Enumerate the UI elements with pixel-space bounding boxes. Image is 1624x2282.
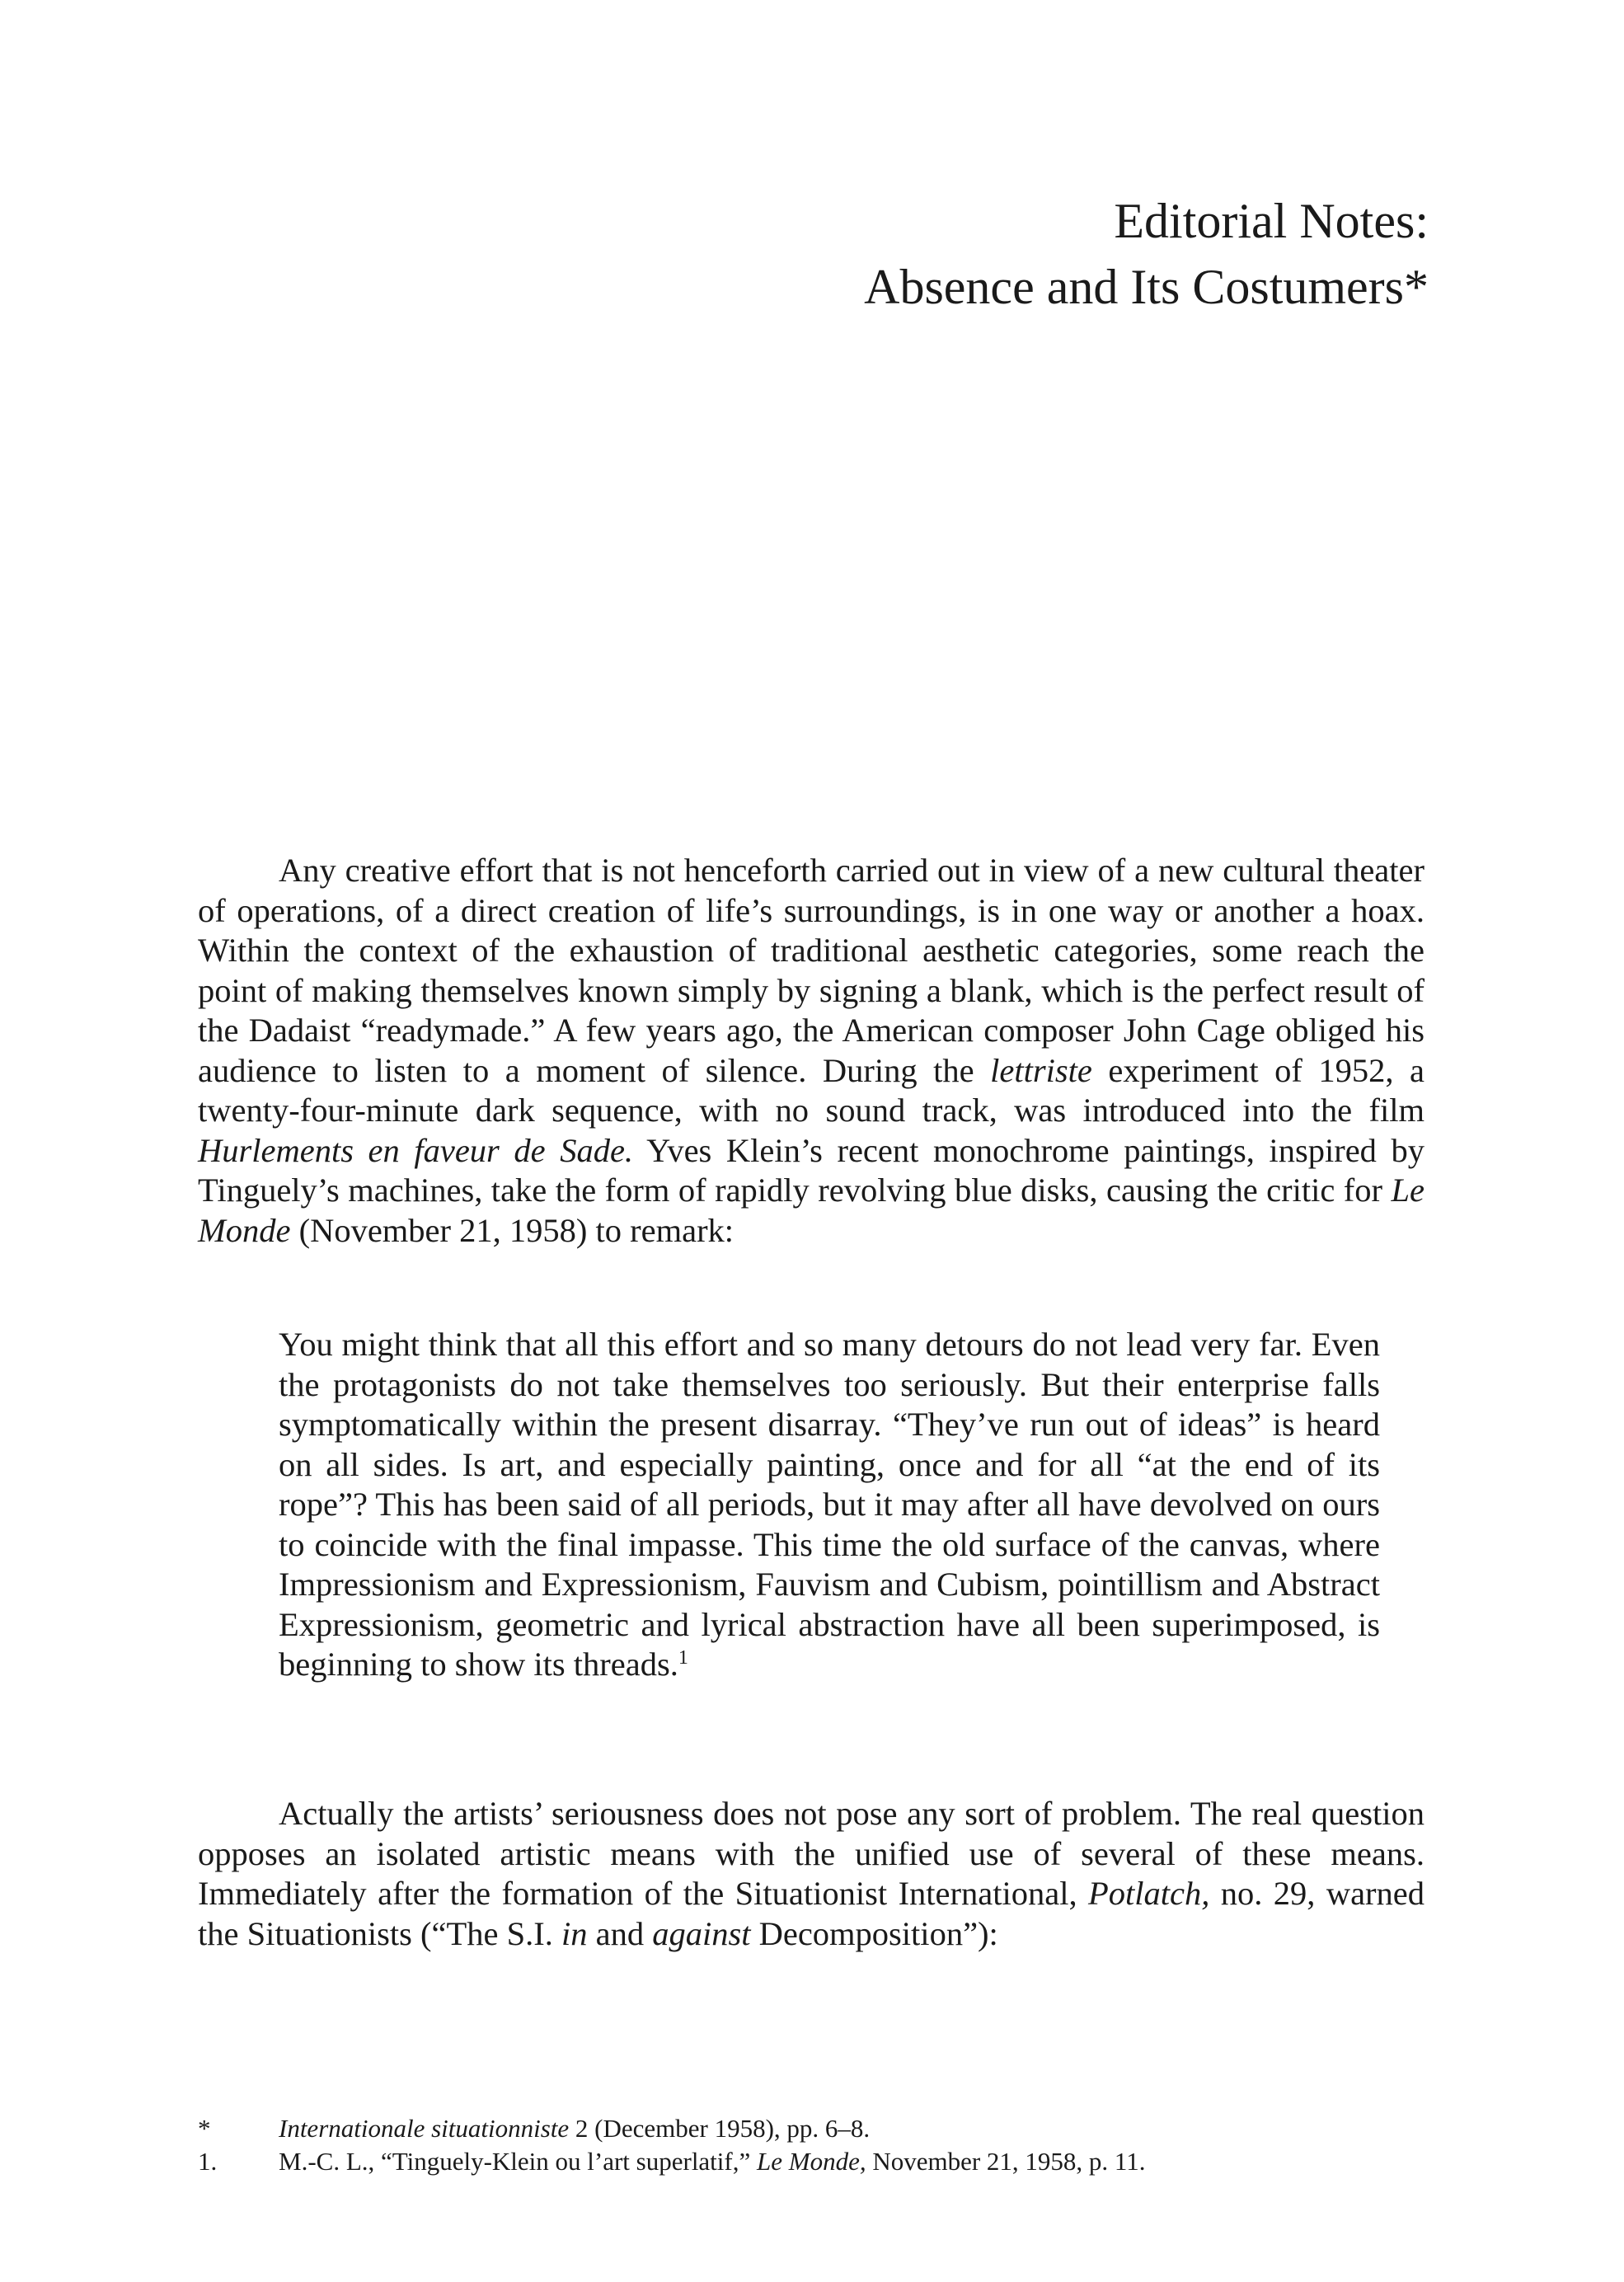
p2-italic-potlatch: Potlatch, xyxy=(1088,1875,1210,1912)
footnote-1-italic: Le Monde, xyxy=(757,2147,866,2176)
article-title xyxy=(864,188,1429,320)
p1-text-3: Yves Klein’s recent monochrome paintings, inspired by Tinguely’s machines, take the form of rapidly revolving blue disks, causing the critic for xyxy=(198,1131,1425,1209)
p1-text-4: (November 21, 1958) to remark: xyxy=(290,1211,735,1249)
p1-text-1: Any creative effort that is not henceforth carried out in view of a new cultural theater of operations, of a direct creation of life’s surroundings, is in one way or another a hoax. Within the context of the exhaustion of traditional aesthetic categories, some reach the point of making themselves known simply by signing a blank, which is the perfect result of the Dadaist “readymade.” A few years ago, the American composer John Cage obliged his audience to listen to a moment of silence. During the xyxy=(198,852,1425,1089)
quote-text: You might think that all this effort and so many detours do not lead very far. Even the protagonists do not take themselves too seriously. But their enterprise falls symptomatically within the present disarray. “They’ve run out of ideas” is heard on all sides. Is art, and especially painting, once and for all “at the end of its rope”? This has been said of all periods, but it may after all have devolved on ours to coincide with the final impasse. This time the old surface of the canvas, where Impressionism and Expressionism, Fauvism and Cubism, pointillism and Abstract Expressionism, geometric and lyrical abstraction have all been superimposed, is beginning to show its threads. xyxy=(279,1326,1380,1683)
footnote-star xyxy=(198,2112,1425,2145)
p2-italic-in: in xyxy=(561,1914,588,1952)
footnotes xyxy=(198,2112,1425,2178)
p2-text-2: no. 29, warned the Situationists (“The S.I. xyxy=(198,1875,1425,1952)
p1-italic-lettriste: lettriste xyxy=(990,1051,1092,1089)
block-quote xyxy=(279,1325,1380,1685)
p2-italic-against: against xyxy=(652,1914,751,1952)
p2-text-4: Decomposition”): xyxy=(750,1914,998,1952)
footnote-star-rest: 2 (December 1958), pp. 6–8. xyxy=(569,2114,871,2143)
footnote-1-mark: 1. xyxy=(198,2147,218,2176)
paragraph-2 xyxy=(198,1794,1425,1954)
p1-italic-film-title: Hurlements en faveur de Sade. xyxy=(198,1131,634,1169)
footnote-1 xyxy=(198,2145,1425,2178)
footnote-1-text xyxy=(279,2145,1425,2178)
footnote-star-italic: Internationale situationniste xyxy=(279,2114,570,2143)
p1-italic-le-monde: Le Monde xyxy=(198,1172,1425,1249)
title-line-1: Editorial Notes: xyxy=(1114,194,1429,248)
title-line-2: Absence and Its Costumers* xyxy=(864,260,1429,314)
footnote-1-text-2: November 21, 1958, p. 11. xyxy=(866,2147,1146,2176)
footnote-1-text-1: M.-C. L., “Tinguely-Klein ou l’art superlatif,” xyxy=(279,2147,757,2176)
footnote-ref-1[interactable]: 1 xyxy=(678,1647,688,1669)
p2-text-3: and xyxy=(587,1914,653,1952)
footnote-star-text xyxy=(279,2112,1425,2145)
paragraph-1 xyxy=(198,851,1425,1251)
p1-text-2: experiment of 1952, a twenty-four-minute dark sequence, with no sound track, was introduced into the film xyxy=(198,1051,1425,1129)
footnote-star-mark: * xyxy=(198,2114,211,2143)
p2-text-1: Actually the artists’ seriousness does not pose any sort of problem. The real question opposes an isolated artistic means with the unified use of several of these means. Immediately after the formation of the Situationist International, xyxy=(198,1795,1425,1912)
